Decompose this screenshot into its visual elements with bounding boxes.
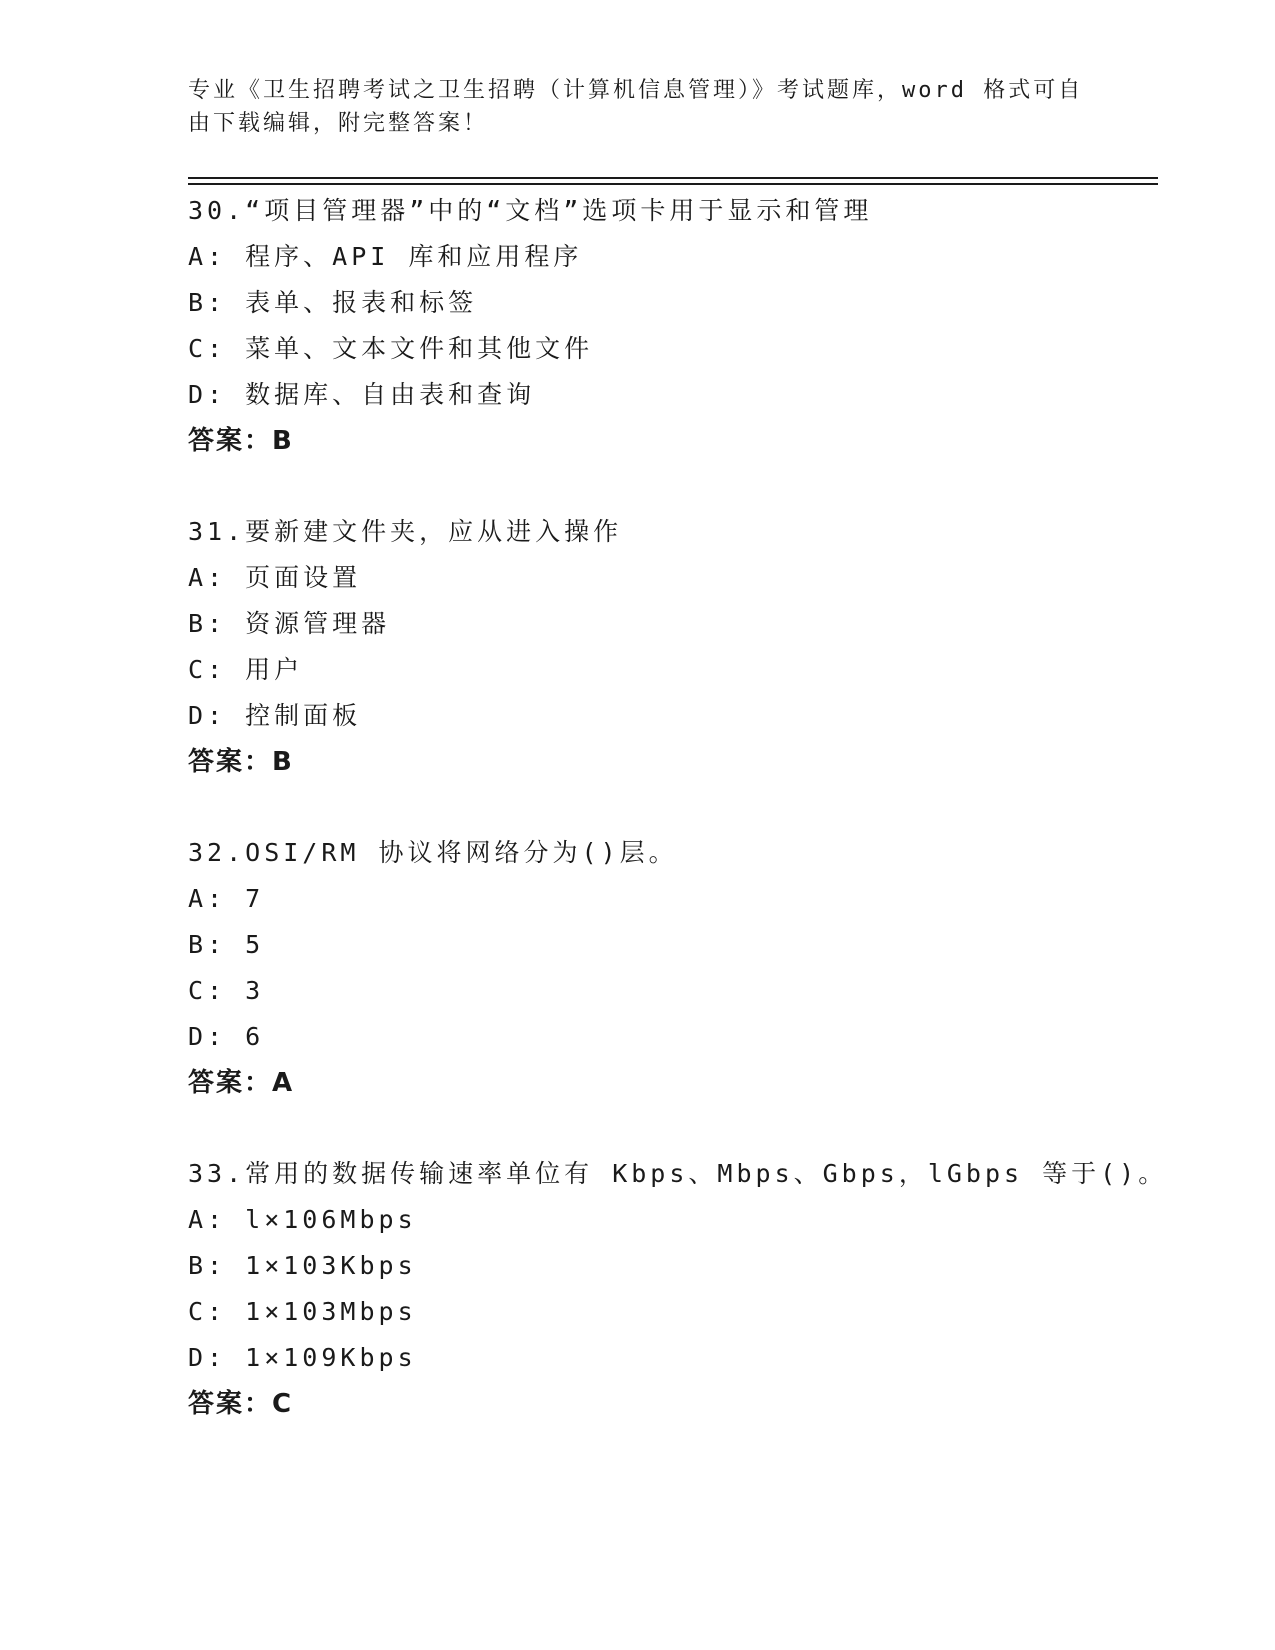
- option-d: D: 6: [188, 1022, 265, 1051]
- question-stem: 32.OSI/RM 协议将网络分为()层。: [188, 838, 678, 867]
- option-d: D: 控制面板: [188, 701, 362, 730]
- question-list: [188, 188, 1168, 1427]
- option-d: D: 1×109Kbps: [188, 1343, 417, 1372]
- option-a: A: l×106Mbps: [188, 1205, 417, 1234]
- option-c: C: 3: [188, 976, 265, 1005]
- option-b: B: 5: [188, 930, 265, 959]
- option-a: A: 页面设置: [188, 563, 362, 592]
- question-stem: 33.常用的数据传输速率单位有 Kbps、Mbps、Gbps，lGbps 等于()。: [188, 1159, 1168, 1188]
- question-spacer: [188, 1106, 1168, 1151]
- question-stem: 30.“项目管理器”中的“文档”选项卡用于显示和管理: [188, 196, 873, 225]
- option-b: B: 表单、报表和标签: [188, 288, 478, 317]
- question-33: [188, 1151, 1168, 1427]
- answer-line: 答案：C: [188, 1389, 294, 1419]
- option-c: C: 用户: [188, 655, 304, 684]
- question-spacer: [188, 464, 1168, 509]
- option-c: C: 菜单、文本文件和其他文件: [188, 334, 594, 363]
- header-divider-bottom: [188, 183, 1158, 185]
- answer-line: 答案：B: [188, 747, 294, 777]
- option-d: D: 数据库、自由表和查询: [188, 380, 536, 409]
- option-c: C: 1×103Mbps: [188, 1297, 417, 1326]
- option-a: A: 7: [188, 884, 265, 913]
- question-31: [188, 509, 1168, 785]
- header-note: [188, 74, 1088, 140]
- question-stem: 31.要新建文件夹，应从进入操作: [188, 517, 623, 546]
- question-spacer: [188, 785, 1168, 830]
- question-30: [188, 188, 1168, 464]
- answer-line: 答案：A: [188, 1068, 295, 1098]
- option-b: B: 1×103Kbps: [188, 1251, 417, 1280]
- option-a: A: 程序、API 库和应用程序: [188, 242, 583, 271]
- header-divider-top: [188, 177, 1158, 179]
- answer-line: 答案：B: [188, 426, 294, 456]
- option-b: B: 资源管理器: [188, 609, 391, 638]
- header-note-line-2: 由下载编辑，附完整答案！: [188, 111, 489, 136]
- question-32: [188, 830, 1168, 1106]
- header-note-line-1: 专业《卫生招聘考试之卫生招聘（计算机信息管理）》考试题库，word 格式可自: [188, 78, 1084, 103]
